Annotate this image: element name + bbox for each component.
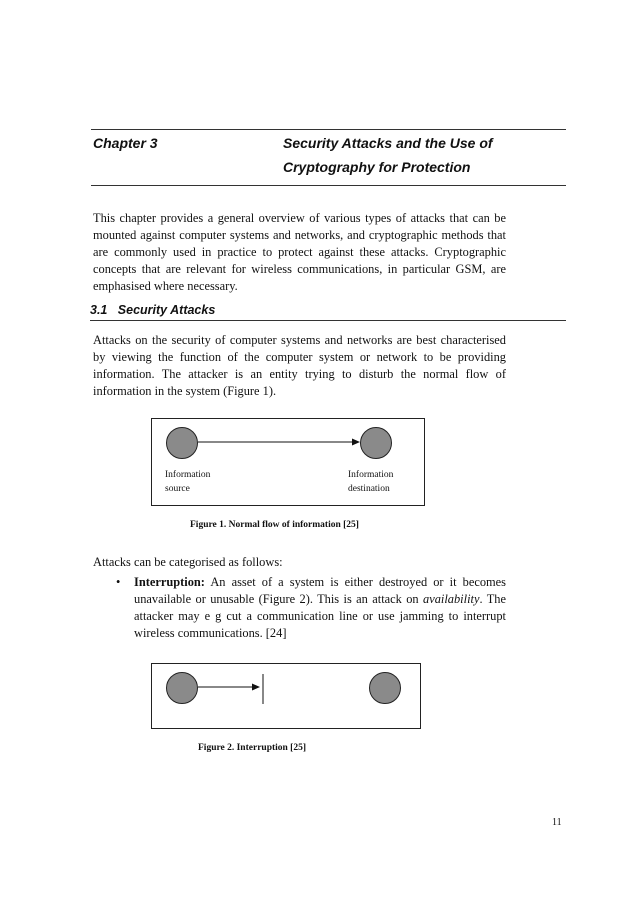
intro-line: are commonly used in practice to protect against these attacks. Cryptographic: [93, 245, 506, 259]
figure1-box: [151, 418, 425, 506]
chapter-bottom-rule: [91, 185, 566, 186]
bullet-term: Interruption:: [134, 575, 205, 589]
destination-label-line2: destination: [348, 484, 390, 494]
section-paragraph: [93, 332, 506, 400]
section-heading: 3.1 Security Attacks: [90, 303, 216, 317]
bullet-line1-rest: An asset of a system is either destroyed or it becomes: [204, 575, 506, 589]
categories-intro: Attacks can be categorised as follows:: [93, 555, 283, 569]
figure2-caption: Figure 2. Interruption [25]: [198, 743, 307, 753]
section-line: by viewing the function of the computer system or network to be providing: [93, 350, 506, 364]
intro-line: This chapter provides a general overview of various types of attacks that can be: [93, 211, 506, 225]
page-number: 11: [552, 817, 562, 828]
intro-line: mounted against computer systems and networks, and cryptographic methods that: [93, 228, 506, 242]
bullet-interruption: [134, 574, 506, 642]
bullet-symbol: •: [116, 575, 121, 589]
chapter-title-line2: Cryptography for Protection: [283, 159, 471, 175]
interrupted-arrow: [152, 664, 420, 728]
source-label-line2: source: [165, 484, 190, 494]
bullet-line1: [134, 574, 506, 591]
bullet-line3: attacker may e g cut a communication line or use jamming to interrupt: [134, 609, 506, 623]
bullet-line2-pre: unavailable or unusable (Figure 2). This is an attack on: [134, 592, 424, 606]
source-label: [165, 468, 210, 496]
destination-label: [348, 468, 393, 496]
intro-paragraph: [93, 210, 506, 295]
intro-line: emphasised where necessary.: [93, 279, 238, 293]
section-line: information. The attacker is an entity trying to disturb the normal flow of: [93, 367, 506, 381]
bullet-line2: [134, 591, 506, 608]
bullet-line2-em: availability: [423, 592, 480, 606]
chapter-top-rule: [91, 129, 566, 130]
bullet-line2-post: . The: [479, 592, 506, 606]
section-line: Attacks on the security of computer systems and networks are best characterised: [93, 333, 506, 347]
bullet-line4: wireless communications. [24]: [134, 626, 287, 640]
section-line: information in the system (Figure 1).: [93, 384, 277, 398]
figure1-caption: Figure 1. Normal flow of information [25]: [190, 520, 359, 530]
section-rule: [90, 320, 566, 321]
chapter-title-line1: Security Attacks and the Use of: [283, 135, 493, 151]
chapter-label: Chapter 3: [93, 135, 158, 151]
source-label-line1: Information: [165, 470, 211, 480]
figure2-box: [151, 663, 421, 729]
intro-line: concepts that are relevant for wireless communications, in particular GSM, are: [93, 262, 506, 276]
destination-label-line1: Information: [348, 470, 394, 480]
